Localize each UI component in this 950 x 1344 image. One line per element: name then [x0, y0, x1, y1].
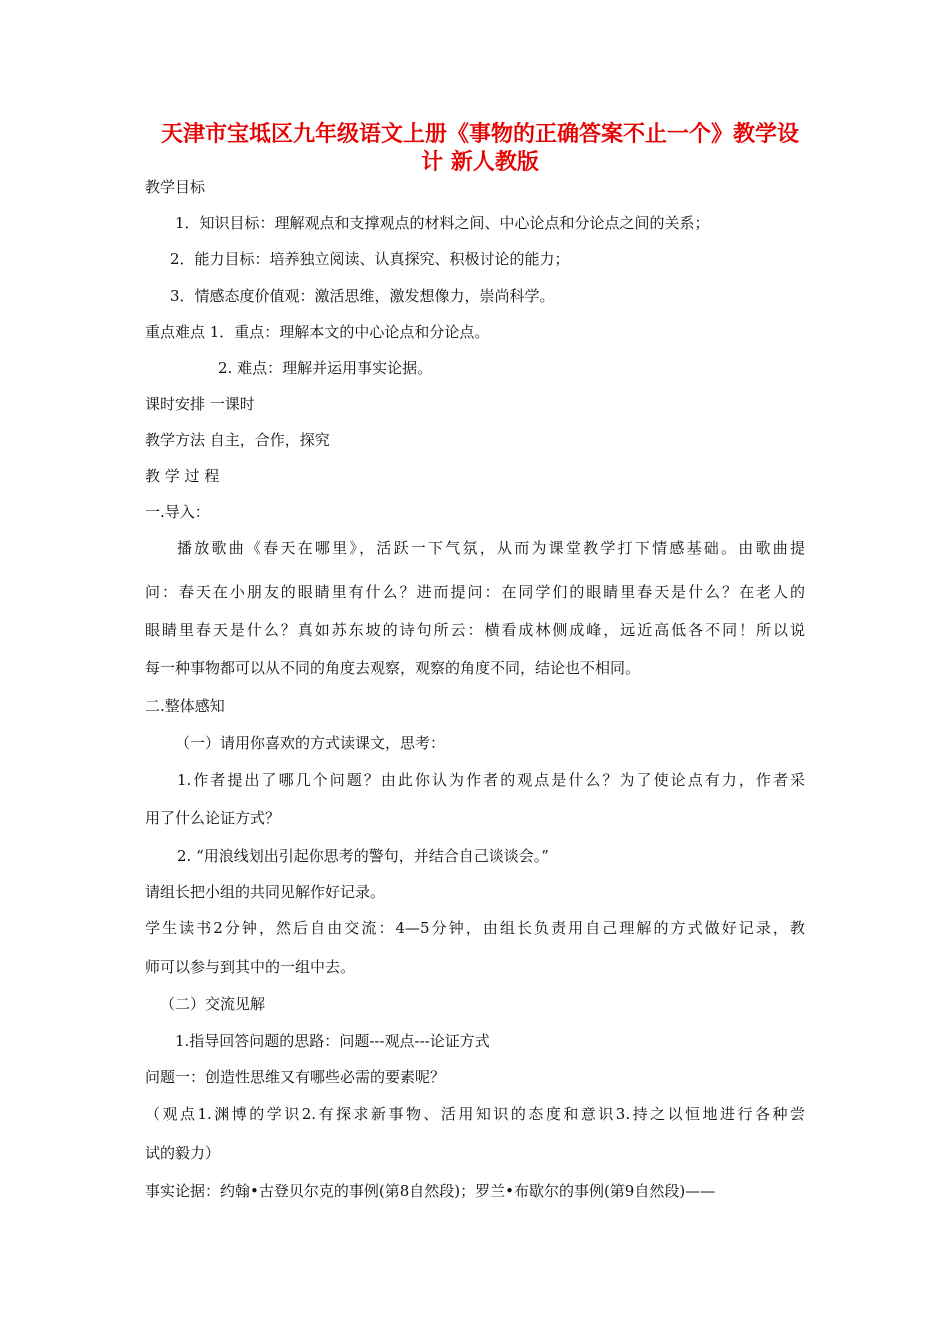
key-point: 重点难点 1．重点：理解本文的中心论点和分论点。 [145, 323, 490, 341]
objective-knowledge: 1．知识目标：理解观点和支撑观点的材料之间、中心论点和分论点之间的关系； [175, 214, 710, 232]
section-overall-perception: 二.整体感知 [145, 697, 225, 715]
title-line-1: 天津市宝坻区九年级语文上册《事物的正确答案不止一个》教学设 [160, 122, 799, 147]
reading-time-line-2: 师可以参与到其中的一组中去。 [145, 958, 356, 976]
intro-paragraph-line-1: 播放歌曲《春天在哪里》，活跃一下气氛，从而为课堂教学打下情感基础。由歌曲提 [177, 539, 805, 557]
problem-one: 问题一：创造性思维又有哪些必需的要素呢？ [145, 1068, 446, 1086]
question-2: 2. “用浪线划出引起你思考的警句，并结合自己谈谈会。” [177, 847, 549, 865]
class-schedule: 课时安排 一课时 [145, 395, 255, 413]
answer-guidance: 1.指导回答问题的思路：问题---观点---论证方式 [175, 1032, 490, 1050]
subsection-reading: （一）请用你喜欢的方式读课文，思考： [175, 734, 446, 752]
title-line-2: 计 新人教版 [421, 150, 539, 175]
factual-evidence: 事实论据：约翰•古登贝尔克的事例(第8自然段)；罗兰•布歇尔的事例(第9自然段)—— [145, 1182, 716, 1200]
heading-process: 教 学 过 程 [145, 467, 220, 485]
section-introduction: 一.导入： [145, 503, 210, 521]
objective-emotion: 3．情感态度价值观：激活思维，激发想像力，崇尚科学。 [170, 287, 555, 305]
question-1-line-2: 用了什么论证方式？ [145, 809, 281, 827]
difficult-point: 2. 难点：理解并运用事实论据。 [218, 359, 433, 377]
viewpoint-line-2: 试的毅力） [145, 1144, 221, 1162]
group-record-note: 请组长把小组的共同见解作好记录。 [145, 883, 386, 901]
subsection-exchange: （二）交流见解 [160, 995, 266, 1013]
intro-paragraph-line-2: 问：春天在小朋友的眼睛里有什么？进而提问：在同学们的眼睛里春天是什么？在老人的 [145, 583, 805, 601]
viewpoint-line-1: （观点1.渊博的学识2.有探求新事物、活用知识的态度和意识3.持之以恒地进行各种尝 [145, 1105, 805, 1123]
intro-paragraph-line-4: 每一种事物都可以从不同的角度去观察，观察的角度不同，结论也不相同。 [145, 659, 641, 677]
reading-time-line-1: 学生读书2分钟，然后自由交流：4—5分钟，由组长负责用自己理解的方式做好记录，教 [145, 919, 805, 937]
intro-paragraph-line-3: 眼睛里春天是什么？真如苏东坡的诗句所云：横看成林侧成峰，远近高低各不同！所以说 [145, 621, 805, 639]
heading-objectives: 教学目标 [145, 178, 206, 196]
teaching-method: 教学方法 自主，合作，探究 [145, 431, 330, 449]
question-1-line-1: 1.作者提出了哪几个问题？由此你认为作者的观点是什么？为了使论点有力，作者采 [177, 771, 805, 789]
document-title [140, 121, 820, 177]
objective-ability: 2．能力目标：培养独立阅读、认真探究、积极讨论的能力； [170, 250, 570, 268]
